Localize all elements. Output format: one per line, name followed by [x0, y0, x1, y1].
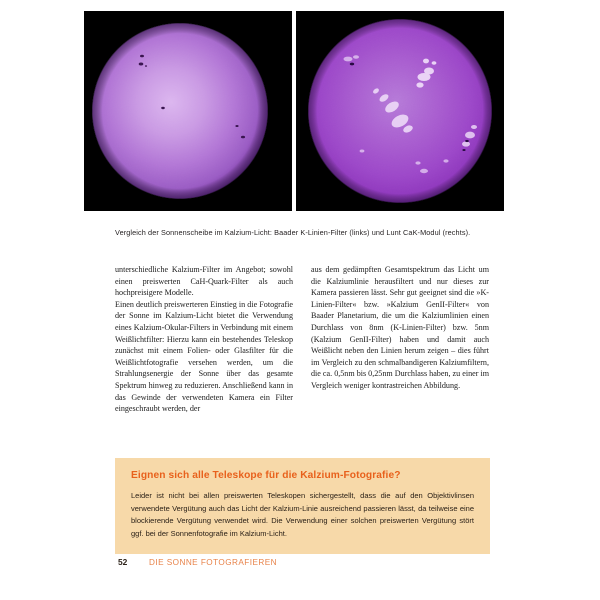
callout-title: Eignen sich alle Teleskope für die Kalzium-Fotografie? [131, 470, 401, 481]
callout-body: Leider ist nicht bei allen preiswerten Teleskopen sichergestellt, dass die auf den Objektivlinsen verwendete Vergütung auch das Licht der Kalzium-Linie ausreichend passieren lässt, da teilweise eine blockierende Vergütung verwendet wird. Die Verwendung einer solchen preiswerten Vergütung stört ggf. bei der Sonnenfotografie im Kalzium-Licht. [131, 491, 474, 538]
sun-disk-k-line-filter-image [84, 11, 292, 211]
body-column-right [311, 264, 489, 415]
paragraph: unterschiedliche Kalzium-Filter im Angebot; sowohl einen preiswerten CaH-Quark-Filter als auch hochpreisigere Modelle. [115, 265, 293, 298]
sun-disk-lunt-cak-photo [296, 11, 504, 211]
body-text-columns [115, 264, 490, 415]
figure-caption: Vergleich der Sonnenscheibe im Kalzium-Licht: Baader K-Linien-Filter (links) und Lunt CaK-Modul (rechts). [115, 228, 471, 237]
solar-comparison-figure [84, 11, 504, 211]
callout-box [115, 458, 490, 554]
paragraph: aus dem gedämpften Gesamtspektrum das Licht um die Kalziumlinie herausfiltert und nur dieses zur Kamera passieren lässt. Sehr gut geeignet sind die »K-Linien-Filter« bzw. »Kalzium GenII-Filter« von Baader Planetarium, die um die Kalziumlinien einen Durchlass von 8nm (K-Linien-Filter) bzw. 5nm (Kalzium GenII-Filter) haben und damit auch Weißlicht neben den Linien herum zeigen – dies führt im Vergleich zu den schmalbandigeren Kalziumfiltern, die ca. 0,5nm bis 0,25nm Durchlass haben, zu einer im Vergleich weniger kontrastreichen Abbildung. [311, 265, 489, 390]
sun-disk-k-line-filter-photo [84, 11, 292, 211]
page-footer [118, 557, 498, 567]
page-number: 52 [118, 557, 128, 567]
sun-disk-lunt-cak-image [296, 11, 504, 211]
running-head: DIE SONNE FOTOGRAFIEREN [149, 558, 278, 567]
body-column-left [115, 264, 293, 415]
paragraph: Einen deutlich preiswerteren Einstieg in die Fotografie der Sonne im Kalzium-Licht bietet die Verwendung eines Kalzium-Okular-Filters in Verbindung mit einem Weißlichtfilter: Hierzu kann ein bestehendes Teleskop zunächst mit einem Folien- oder Glasfilter für die Weißlichtfotografie versehen werden, um die Strahlungsenergie der Sonne über das gesamte Spektrum hinweg zu reduzieren. Anschließend kann in das Gewinde der verwendeten Kamera ein Filter eingeschraubt werden, der [115, 299, 293, 414]
